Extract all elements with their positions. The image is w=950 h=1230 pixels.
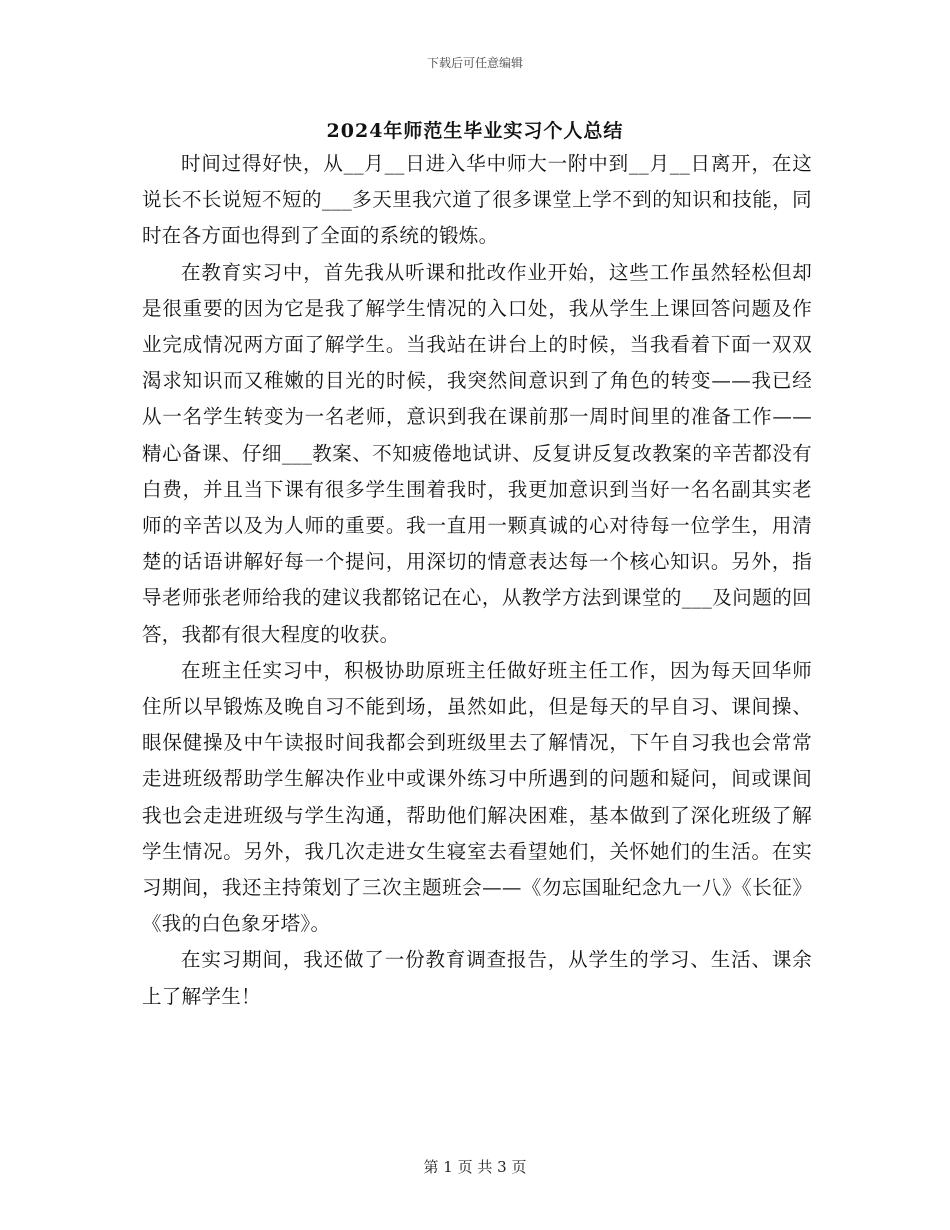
page-indicator: 第 1 页 共 3 页 (423, 1158, 527, 1176)
paragraph-1: 时间过得好快，从__月__日进入华中师大一附中到__月__日离开，在这说长不长说短不短的___多天里我穴道了很多课堂上学不到的知识和技能，同时在各方面也得到了全面的系统的锻炼。 (142, 152, 812, 248)
paragraph-2: 在教育实习中，首先我从听课和批改作业开始，这些工作虽然轻松但却是很重要的因为它是我了解学生情况的入口处，我从学生上课回答问题及作业完成情况两方面了解学生。当我站在讲台上的时候，当我看着下面一双双渴求知识而又稚嫩的目光的时候，我突然间意识到了角色的转变——我已经从一名学生转变为一名老师，意识到我在课前那一周时间里的准备工作——精心备课、仔细___教案、不知疲倦地试讲、反复讲反复改教案的辛苦都没有白费，并且当下课有很多学生围着我时，我更加意识到当好一名名副其实老师的辛苦以及为人师的重要。我一直用一颗真诚的心对待每一位学生，用清楚的话语讲解好每一个提问，用深切的情意表达每一个核心知识。另外，指导老师张老师给我的建议我都铭记在心，从教学方法到课堂的___及问题的回答，我都有很大程度的收获。 (142, 260, 812, 646)
document-body (142, 146, 812, 1015)
paragraph-4: 在实习期间，我还做了一份教育调查报告，从学生的学习、生活、课余上了解学生！ (142, 948, 812, 1008)
document-title: 2024年师范生毕业实习个人总结 (326, 120, 624, 142)
header-note: 下载后可任意编辑 (426, 56, 523, 70)
paragraph-3: 在班主任实习中，积极协助原班主任做好班主任工作，因为每天回华师住所以早锻炼及晚自习不能到场，虽然如此，但是每天的早自习、课间操、眼保健操及中午读报时间我都会到班级里去了解情况，下午自习我也会常常走进班级帮助学生解决作业中或课外练习中所遇到的问题和疑问，间或课间我也会走进班级与学生沟通，帮助他们解决困难，基本做到了深化班级了解学生情况。另外，我几次走进女生寝室去看望她们，关怀她们的生活。在实习期间，我还主持策划了三次主题班会——《勿忘国耻纪念九一八》《长征》《我的白色象牙塔》。 (142, 658, 812, 936)
